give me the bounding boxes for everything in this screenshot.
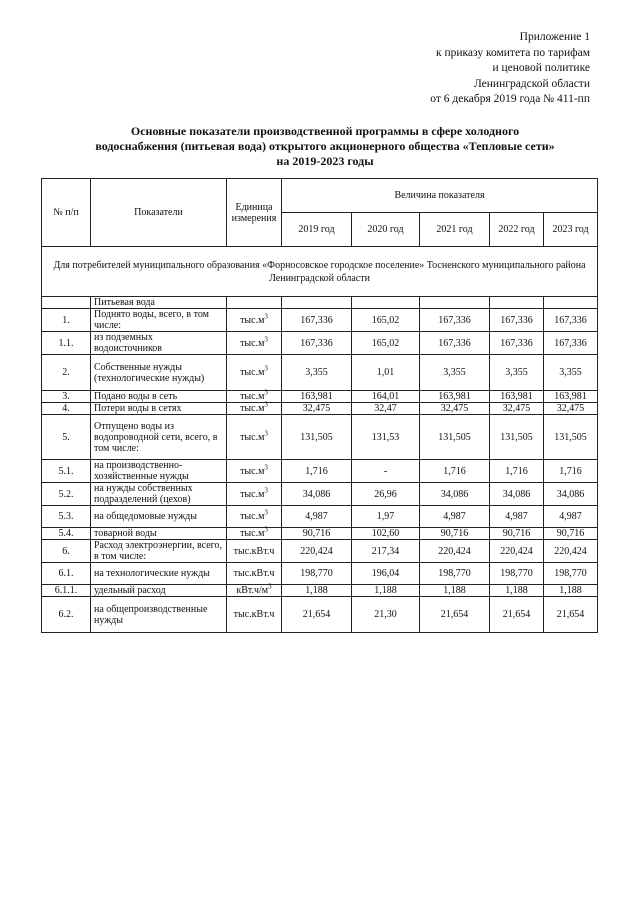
header-year: 2020 год [352,213,420,247]
header-year: 2023 год [544,213,598,247]
row-value: 167,336 [282,332,352,355]
row-unit [227,540,282,563]
row-value: 164,01 [352,391,420,403]
row-value: 1,01 [352,355,420,391]
unit-superscript: 3 [264,335,268,344]
table-row [42,540,598,563]
row-value: 1,716 [490,460,544,483]
row-value: 165,02 [352,332,420,355]
table-row [42,355,598,391]
table-row [42,483,598,506]
row-value: 131,505 [490,415,544,460]
row-unit [227,483,282,506]
row-num: 5.3. [42,506,91,528]
row-indicator: Расход электроэнергии, всего, в том числе: [91,540,227,563]
row-value: 220,424 [282,540,352,563]
row-indicator: Потери воды в сетях [91,403,227,415]
row-unit [227,525,282,540]
row-value: 1,188 [544,585,598,597]
unit-base: тыс.м [240,391,265,402]
row-num: 1. [42,309,91,332]
table-row [42,563,598,585]
table-row [42,403,598,415]
row-value: 90,716 [420,528,490,540]
row-value: 32,475 [544,403,598,415]
unit-base: кВт.ч/м [236,585,269,596]
row-value: 1,188 [420,585,490,597]
row-value: 21,654 [544,597,598,633]
table-row [42,415,598,460]
row-unit [227,460,282,483]
unit-base: тыс.кВт.ч [233,609,275,620]
row-indicator: на общедомовые нужды [91,506,227,528]
row-value: 1,716 [282,460,352,483]
row-value: 3,355 [420,355,490,391]
row-value: 217,34 [352,540,420,563]
unit-base: тыс.м [240,511,265,522]
row-value: 220,424 [420,540,490,563]
row-indicator: товарной воды [91,528,227,540]
row-value: 220,424 [544,540,598,563]
row-num: 5. [42,415,91,460]
row-unit [227,582,282,597]
unit-base: тыс.м [240,528,265,539]
table-row [42,597,598,633]
unit-superscript: 3 [264,400,268,409]
row-value: 1,188 [352,585,420,597]
title-line: Основные показатели производственной программы в сфере холодного [130,124,520,138]
row-value: 131,53 [352,415,420,460]
unit-base: тыс.м [240,337,265,349]
row-value: 198,770 [282,563,352,585]
unit-base: тыс.м [240,403,265,414]
row-value: 32,475 [490,403,544,415]
row-value: - [352,460,420,483]
row-value: 167,336 [490,332,544,355]
appendix-line: Ленинградской области [473,77,590,90]
row-value: 167,336 [544,332,598,355]
row-unit [227,563,282,585]
appendix-line: к приказу комитета по тарифам [436,46,590,59]
row-value: 3,355 [490,355,544,391]
row-value: 1,97 [352,506,420,528]
row-indicator: на технологические нужды [91,563,227,585]
row-num: 4. [42,403,91,415]
row-indicator: на общепроизводственные нужды [91,597,227,633]
row-indicator: Собственные нужды (технологические нужды) [91,355,227,391]
row-value: 167,336 [282,309,352,332]
row-indicator: удельный расход [91,585,227,597]
row-unit [227,415,282,460]
row-num: 6.1. [42,563,91,585]
section-row [42,297,598,309]
table-row [42,309,598,332]
row-unit [227,388,282,403]
table-row [42,506,598,528]
unit-base: тыс.м [240,431,265,443]
unit-superscript: 3 [264,463,268,472]
title-line: на 2019-2023 годы [276,154,374,168]
row-num: 5.4. [42,528,91,540]
unit-superscript: 3 [264,364,268,373]
row-value: 196,04 [352,563,420,585]
row-value: 90,716 [490,528,544,540]
row-num: 5.2. [42,483,91,506]
row-value: 21,654 [282,597,352,633]
row-value: 165,02 [352,309,420,332]
row-value: 167,336 [420,309,490,332]
row-unit [227,309,282,332]
appendix-header [360,30,590,108]
unit-superscript: 3 [264,486,268,495]
unit-base: тыс.м [240,367,265,378]
row-unit [227,597,282,633]
row-value: 198,770 [490,563,544,585]
row-value: 163,981 [490,391,544,403]
row-value: 1,716 [544,460,598,483]
row-unit [227,506,282,528]
unit-superscript: 3 [264,508,268,517]
unit-superscript: 3 [268,582,272,591]
header-year: 2022 год [490,213,544,247]
row-unit [227,355,282,391]
table-row [42,460,598,483]
table-row [42,332,598,355]
row-value: 21,654 [420,597,490,633]
row-value: 163,981 [544,391,598,403]
row-value: 102,60 [352,528,420,540]
row-num: 1.1. [42,332,91,355]
table-row [42,391,598,403]
appendix-line: Приложение 1 [519,31,590,43]
table-row [42,585,598,597]
row-value: 167,336 [490,309,544,332]
row-value: 3,355 [544,355,598,391]
row-value: 167,336 [420,332,490,355]
row-value: 1,188 [490,585,544,597]
row-unit [227,400,282,415]
row-indicator: Подано воды в сеть [91,391,227,403]
unit-superscript: 3 [264,388,268,397]
row-value: 4,987 [544,506,598,528]
row-indicator: из подземных водоисточников [91,332,227,355]
row-value: 4,987 [282,506,352,528]
row-indicator: на производственно-хозяйственные нужды [91,460,227,483]
row-indicator: Поднято воды, всего, в том числе: [91,309,227,332]
row-value: 32,47 [352,403,420,415]
section-label: Питьевая вода [91,297,227,309]
header-num: № п/п [42,179,91,247]
row-value: 90,716 [282,528,352,540]
row-num: 6.1.1. [42,585,91,597]
header-value: Величина показателя [282,179,598,213]
row-num: 6.2. [42,597,91,633]
row-value: 131,505 [544,415,598,460]
row-value: 131,505 [282,415,352,460]
document-title [60,124,590,169]
appendix-line: и ценовой политике [492,62,590,74]
unit-base: тыс.м [240,465,265,477]
row-num: 6. [42,540,91,563]
row-num: 5.1. [42,460,91,483]
header-indicator: Показатели [91,179,227,247]
header-year: 2019 год [282,213,352,247]
row-value: 21,30 [352,597,420,633]
row-value: 32,475 [282,403,352,415]
appendix-line: от 6 декабря 2019 года № 411-пп [430,93,590,105]
row-unit [227,332,282,355]
row-value: 34,086 [544,483,598,506]
unit-base: тыс.м [240,314,265,326]
row-value: 167,336 [544,309,598,332]
title-line: водоснабжения (питьевая вода) открытого акционерного общества «Тепловые сети» [95,139,555,153]
row-value: 1,188 [282,585,352,597]
row-value: 26,96 [352,483,420,506]
unit-superscript: 3 [264,312,268,321]
row-num: 3. [42,391,91,403]
row-value: 220,424 [490,540,544,563]
row-value: 131,505 [420,415,490,460]
row-value: 1,716 [420,460,490,483]
row-value: 21,654 [490,597,544,633]
header-year: 2021 год [420,213,490,247]
row-value: 4,987 [490,506,544,528]
row-value: 34,086 [490,483,544,506]
unit-base: тыс.кВт.ч [233,568,275,579]
row-value: 34,086 [282,483,352,506]
row-value: 90,716 [544,528,598,540]
unit-base: тыс.м [240,488,265,500]
unit-base: тыс.кВт.ч [233,545,275,557]
row-indicator: на нужды собственных подразделений (цехов) [91,483,227,506]
indicators-table [41,178,598,633]
row-value: 198,770 [544,563,598,585]
row-value: 32,475 [420,403,490,415]
row-value: 163,981 [420,391,490,403]
unit-superscript: 3 [264,429,268,438]
group-row: Для потребителей муниципального образования «Форносовское городское поселение» Тосненского муниципального района Ленинградской области [42,247,598,297]
unit-superscript: 3 [264,525,268,534]
row-indicator: Отпущено воды из водопроводной сети, всего, в том числе: [91,415,227,460]
table-row [42,528,598,540]
row-num: 2. [42,355,91,391]
header-unit: Единица измерения [227,179,282,247]
row-value: 4,987 [420,506,490,528]
row-value: 3,355 [282,355,352,391]
row-value: 163,981 [282,391,352,403]
row-value: 198,770 [420,563,490,585]
row-value: 34,086 [420,483,490,506]
